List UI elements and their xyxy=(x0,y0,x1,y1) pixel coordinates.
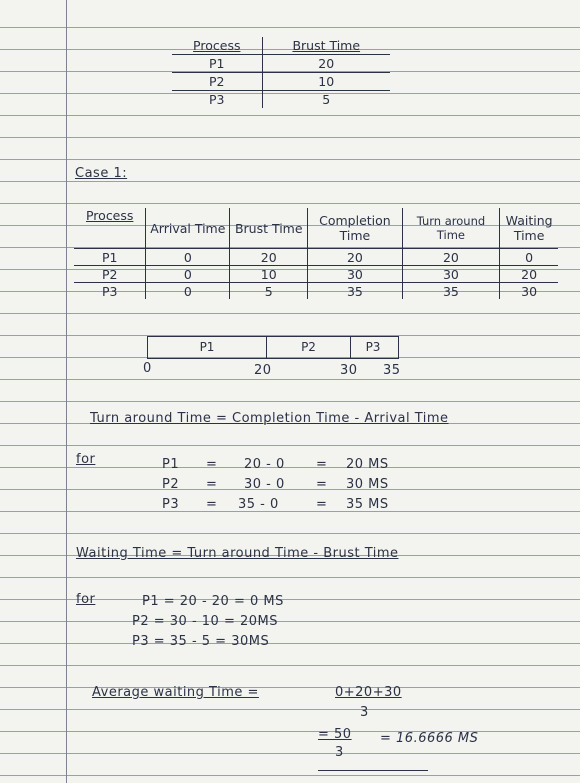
table-cell: 30 xyxy=(500,283,558,300)
gantt-block: P3 xyxy=(365,340,381,354)
table-cell: P2 xyxy=(74,266,146,283)
wt-line: P2 = 30 - 10 = 20MS xyxy=(132,614,278,629)
avg-result: = 16.6666 MS xyxy=(380,731,479,746)
gantt-tick: 30 xyxy=(340,363,358,378)
gantt-block: P2 xyxy=(267,337,351,358)
gantt-tick: 0 xyxy=(143,361,152,376)
tat-line-expr: 20 - 0 xyxy=(244,457,285,472)
table-header: Process xyxy=(172,37,262,55)
table-cell: 30 xyxy=(308,266,402,283)
table-cell: P1 xyxy=(172,55,262,73)
table-cell: 35 xyxy=(308,283,402,300)
schedule-table xyxy=(74,208,558,299)
table-cell: 0 xyxy=(146,283,230,300)
gantt-block: P1 xyxy=(148,337,267,358)
table-cell: 5 xyxy=(262,91,390,109)
table-cell: 20 xyxy=(500,266,558,283)
table-cell: 10 xyxy=(262,73,390,91)
table-header: Process xyxy=(74,208,146,249)
table-cell: 0 xyxy=(500,249,558,266)
wt-line: P1 = 20 - 20 = 0 MS xyxy=(142,594,284,609)
wt-line: P3 = 35 - 5 = 30MS xyxy=(132,634,270,649)
gantt-tick: 35 xyxy=(383,363,401,378)
equals-sign: = xyxy=(316,477,328,492)
table-cell: 20 xyxy=(262,55,390,73)
equals-sign: = xyxy=(206,457,218,472)
table-header: Waiting Time xyxy=(500,208,558,249)
avg-step-numerator: = 50 xyxy=(318,727,352,742)
final-underline xyxy=(318,770,428,771)
table-header: Turn around Time xyxy=(402,208,500,249)
table-cell: P3 xyxy=(74,283,146,300)
tat-line-res: 30 MS xyxy=(346,477,389,492)
table-cell: 20 xyxy=(308,249,402,266)
case-label: Case 1: xyxy=(75,166,128,181)
equals-sign: = xyxy=(316,457,328,472)
table-header: Brust Time xyxy=(230,208,308,249)
tat-line-p: P2 xyxy=(162,477,180,492)
process-burst-table xyxy=(172,37,390,108)
table-header: Brust Time xyxy=(262,37,390,55)
equals-sign: = xyxy=(206,477,218,492)
table-cell: 20 xyxy=(402,249,500,266)
tat-formula: Turn around Time = Completion Time - Arrival Time xyxy=(90,411,449,426)
wt-for-label: for xyxy=(76,592,96,607)
avg-label: Average waiting Time = xyxy=(92,685,259,700)
table-cell: P1 xyxy=(74,249,146,266)
wt-formula: Waiting Time = Turn around Time - Brust Time xyxy=(76,546,399,561)
margin-line xyxy=(66,0,67,783)
gantt-chart xyxy=(147,336,399,359)
table-header: Arrival Time xyxy=(146,208,230,249)
table-cell: 5 xyxy=(230,283,308,300)
table-cell: 10 xyxy=(230,266,308,283)
tat-line-res: 20 MS xyxy=(346,457,389,472)
table-cell: 30 xyxy=(402,266,500,283)
avg-denominator: 3 xyxy=(360,705,369,720)
tat-line-expr: 35 - 0 xyxy=(238,497,279,512)
equals-sign: = xyxy=(316,497,328,512)
table-cell: 0 xyxy=(146,249,230,266)
avg-step-denominator: 3 xyxy=(335,745,344,760)
table-cell: P3 xyxy=(172,91,262,109)
equals-sign: = xyxy=(206,497,218,512)
avg-numerator: 0+20+30 xyxy=(335,685,402,700)
table-cell: P2 xyxy=(172,73,262,91)
table-cell: 0 xyxy=(146,266,230,283)
tat-line-p: P1 xyxy=(162,457,180,472)
table-cell: 20 xyxy=(230,249,308,266)
table-header: Completion Time xyxy=(308,208,402,249)
tat-for-label: for xyxy=(76,452,96,467)
tat-line-p: P3 xyxy=(162,497,180,512)
table-cell: 35 xyxy=(402,283,500,300)
gantt-tick: 20 xyxy=(254,363,272,378)
tat-line-expr: 30 - 0 xyxy=(244,477,285,492)
tat-line-res: 35 MS xyxy=(346,497,389,512)
